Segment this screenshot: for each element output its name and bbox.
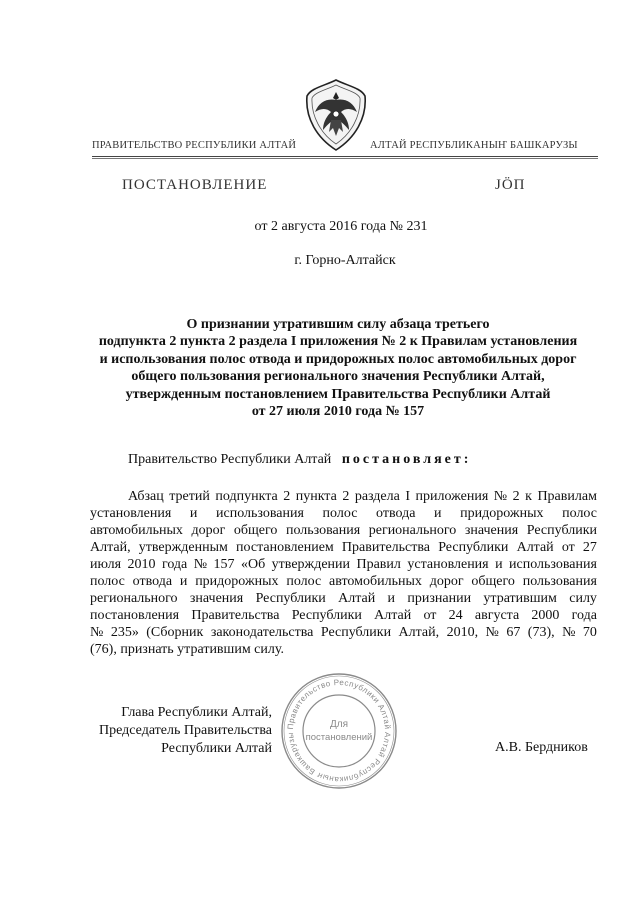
body-word: Алтай (338, 591, 376, 606)
government-name-altai: АЛТАЙ РЕСПУБЛИКАНЫҤ БАШКАРУЗЫ (370, 140, 578, 151)
government-name-russian: ПРАВИТЕЛЬСТВО РЕСПУБЛИКИ АЛТАЙ (92, 140, 297, 151)
body-word: Алтай (516, 540, 554, 555)
body-word: использования (509, 557, 597, 572)
body-word: дорог (429, 574, 464, 589)
coat-of-arms-icon (303, 78, 369, 152)
body-word: постановлением (236, 540, 334, 555)
body-line (90, 556, 597, 573)
body-word: к (525, 489, 532, 504)
body-word: Абзац (128, 489, 164, 504)
document-type-russian: ПОСТАНОВЛЕНИЕ (122, 177, 268, 193)
body-word: Правил (356, 557, 401, 572)
body-word: полос (322, 506, 358, 521)
body-word: 2 (283, 489, 291, 504)
body-word: Республики (255, 591, 326, 606)
stamp-ring-bottom: Алтай Республиканыҥ Башкарузы (285, 731, 393, 785)
body-word: и (179, 574, 188, 589)
body-word: 70 (582, 625, 597, 640)
body-word: «Об (240, 557, 266, 572)
signatory-title-line: Республики Алтай (161, 741, 272, 756)
body-line (90, 505, 597, 522)
body-word: дорог (191, 523, 226, 538)
body-line (90, 522, 597, 539)
title-line: от 27 июля 2010 года № 157 (251, 404, 425, 420)
body-word: № (562, 625, 576, 640)
body-word: автомобильных (329, 574, 422, 589)
body-word: третий (169, 489, 210, 504)
body-word: установления (90, 506, 172, 521)
body-word: установления (407, 557, 489, 572)
body-word: (76), признать утратившим силу. (90, 642, 284, 657)
body-word: силу (569, 591, 597, 606)
body-word: июля (90, 557, 122, 572)
body-word: 2010, (446, 625, 479, 640)
decree-intro (128, 452, 471, 468)
stamp-center-bottom: постановлений (305, 732, 373, 743)
decree-subject: Правительство Республики Алтай (128, 452, 332, 467)
signatory-title-line: Глава Республики Алтай, (121, 705, 272, 720)
body-word: общего (471, 574, 515, 589)
body-word: Республики (438, 540, 509, 555)
body-word: I (405, 489, 411, 504)
body-word: приложения (415, 489, 489, 504)
body-word: придорожных (195, 574, 279, 589)
title-line: О признании утратившим силу абзаца третьего (186, 317, 490, 332)
body-word: признании (407, 591, 472, 606)
document-date: от 2 августа 2016 года № 231 (254, 219, 428, 234)
body-word: 2000 (531, 608, 560, 623)
body-word: (Сборник (146, 625, 204, 640)
body-word: Правительства (191, 608, 280, 623)
body-word: № (485, 625, 499, 640)
body-word: от (423, 608, 437, 623)
body-word: года (571, 608, 597, 623)
decree-body (90, 488, 597, 658)
body-line (90, 641, 597, 658)
body-word: раздела (354, 489, 400, 504)
body-word: пользования (285, 523, 361, 538)
body-word: № (493, 489, 508, 504)
body-word: отвода (376, 506, 416, 521)
document-city: г. Горно-Алтайск (294, 253, 396, 268)
title-line: подпункта 2 пункта 2 раздела I приложения № 2 к Правилам установления (98, 334, 578, 350)
body-word: постановления (90, 608, 180, 623)
body-word: Республики (320, 625, 392, 640)
body-word: (73), (527, 625, 555, 640)
decree-verb: постановляет: (341, 452, 472, 467)
body-word: общего (233, 523, 278, 538)
body-word: № (193, 557, 208, 572)
body-word: утверждении (271, 557, 351, 572)
body-word: Республики (291, 608, 362, 623)
body-word: регионального (368, 523, 457, 538)
body-line (90, 590, 597, 607)
document-title (80, 316, 596, 420)
header-divider-secondary (92, 158, 598, 159)
body-word: значения (189, 591, 244, 606)
title-line: и использования полос отвода и придорожных полос автомобильных дорог (99, 351, 577, 367)
body-word: 67 (506, 625, 521, 640)
body-word: августа (474, 608, 520, 623)
body-word: подпункта (215, 489, 278, 504)
body-word: 157 (213, 557, 235, 572)
body-word: Алтай, (90, 540, 131, 555)
body-word: полос (90, 574, 125, 589)
body-line (90, 488, 597, 505)
signatory-title-line: Председатель Правительства (99, 723, 272, 738)
body-word: придорожных (460, 506, 544, 521)
body-line (90, 607, 597, 624)
body-line (90, 624, 597, 641)
body-word: полос (562, 506, 597, 521)
body-word: пункта (295, 489, 337, 504)
body-word: Республики (526, 523, 597, 538)
document-type-altai: ЈÖП (495, 177, 526, 193)
body-word: и (495, 557, 503, 572)
body-word: Алтай, (398, 625, 440, 640)
official-stamp (279, 671, 399, 791)
title-line: общего пользования регионального значения Республики Алтай, (131, 369, 545, 385)
title-line: утвержденным постановлением Правительства Республики Алтай (125, 386, 551, 402)
body-word: законодательства (210, 625, 314, 640)
stamp-ring-top: Правительство Республики Алтай (285, 677, 393, 730)
body-word: 235» (110, 625, 139, 640)
body-word: регионального (90, 591, 178, 606)
signatory-title (88, 704, 272, 758)
body-word: 24 (448, 608, 463, 623)
body-word: 2 (512, 489, 520, 504)
body-word: и (387, 591, 396, 606)
body-word: отвода (132, 574, 173, 589)
header-divider (92, 156, 598, 157)
body-word: пользования (522, 574, 597, 589)
body-word: 2 (342, 489, 350, 504)
body-word: полос (286, 574, 322, 589)
body-word: года (161, 557, 188, 572)
body-word: утвержденным (138, 540, 228, 555)
body-line (90, 539, 597, 556)
stamp-center-top: Для (329, 719, 349, 730)
body-word: № (90, 625, 104, 640)
body-word: и (189, 506, 198, 521)
body-word: от (561, 540, 575, 555)
body-word: использования (216, 506, 304, 521)
body-word: 27 (582, 540, 597, 555)
body-word: 2010 (127, 557, 156, 572)
body-word: Правительства (341, 540, 431, 555)
body-word: значения (464, 523, 519, 538)
signatory-name: А.В. Бердников (495, 740, 588, 755)
body-line (90, 573, 597, 590)
body-word: Алтай (374, 608, 412, 623)
body-word: автомобильных (90, 523, 183, 538)
body-word: утратившим (483, 591, 557, 606)
body-word: Правилам (537, 489, 597, 504)
body-word: и (434, 506, 442, 521)
